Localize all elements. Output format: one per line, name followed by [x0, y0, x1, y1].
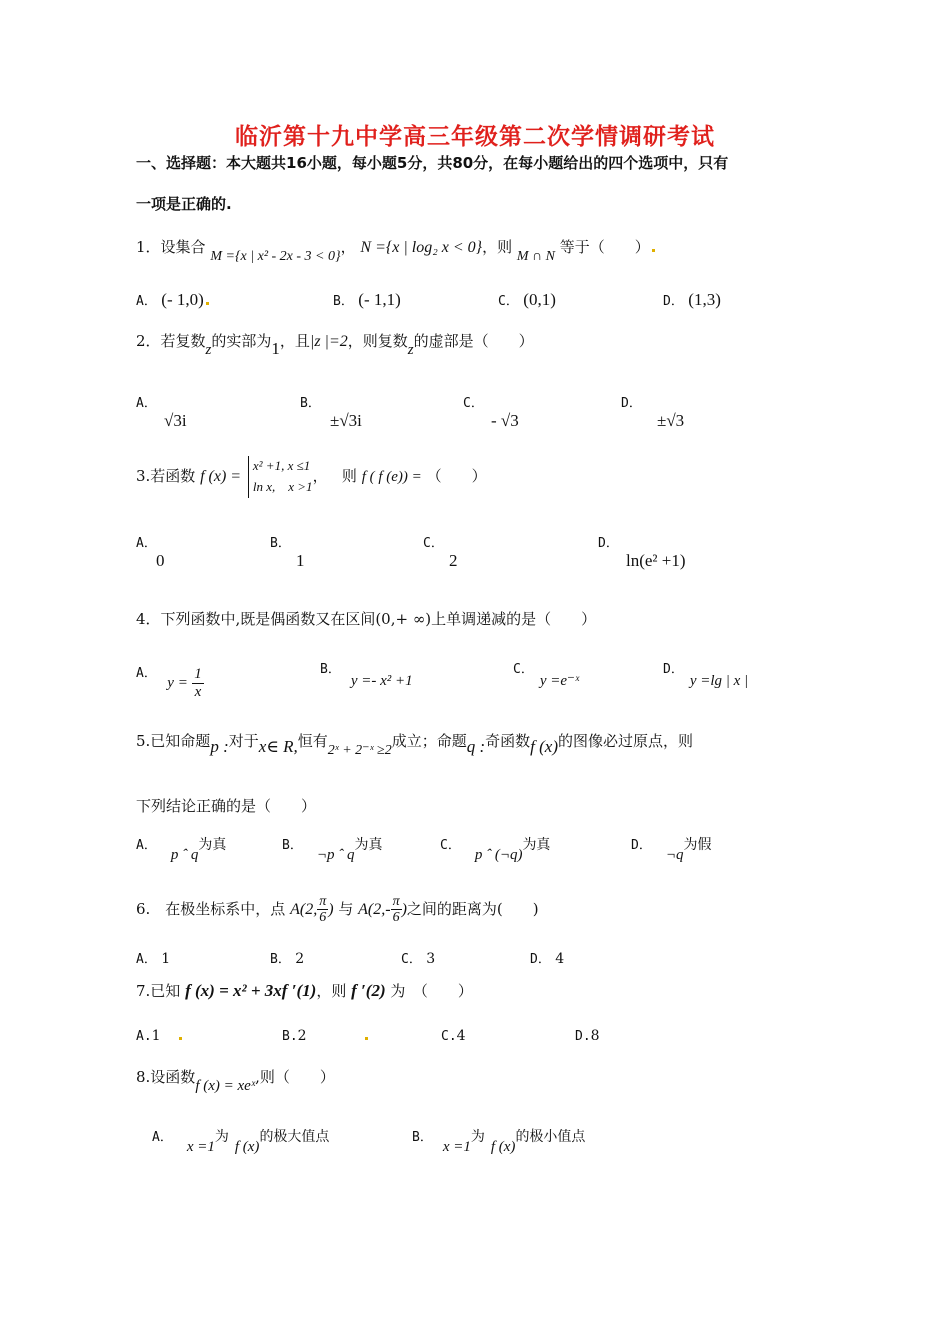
q4-fraction: $\frac{1}{x}$ [194, 666, 202, 700]
q7-expr2: f ′(2) [351, 981, 386, 1000]
question-5-stem [136, 730, 694, 758]
q2-z: z [205, 342, 212, 358]
q5-q: q : [466, 737, 486, 756]
q6-option-d[interactable]: D． 4 [530, 951, 565, 967]
q7-option-d[interactable]: D.8 [575, 1028, 600, 1044]
q3-option-d[interactable]: D． ln(e² +1) [598, 536, 686, 570]
q6-text: 6. 在极坐标系中，点 [136, 899, 286, 918]
q6-frac-a: $\frac{\pi}{6}$ [319, 894, 327, 926]
q7-tail: 为 （ ） [390, 982, 473, 1000]
q3-option-c[interactable]: C． 2 [423, 536, 458, 570]
q5-text-f: 的图像必过原点，则 [558, 732, 694, 750]
q5-option-b[interactable]: B．¬p ˆ q为真 [282, 837, 383, 863]
q6-and: 与 [338, 899, 354, 918]
q5-text: 5.已知命题 [136, 732, 211, 750]
q5-text-c: 恒有 [297, 732, 328, 750]
q3-then: 则 [341, 466, 357, 485]
q2-text-c: ，且 [279, 332, 310, 350]
q3-expr: f ( f (e)) = [361, 468, 422, 485]
q4-option-d[interactable]: D．y =lg | x | [663, 662, 749, 689]
q5-ineq: 2ˣ + 2⁻ˣ ≥2 [327, 743, 392, 758]
question-4-stem: 4．下列函数中,既是偶函数又在区间(0,+ ∞)上单调递减的是（ ） [136, 610, 597, 628]
q3-comma: ， [312, 466, 328, 485]
q7-then: ，则 [316, 982, 347, 1000]
q2-z2: z [407, 342, 414, 358]
q3-case1: x² +1, x ≤1 [252, 458, 311, 473]
q3-option-b[interactable]: B． 1 [270, 536, 305, 570]
q7-expr: f (x) = x² + 3xf ′(1) [185, 981, 317, 1000]
q1-set-m: M ={x | x² - 2x - 3 < 0} [210, 249, 341, 264]
q3-tail: （ ） [426, 466, 487, 485]
q2-option-d[interactable]: D． ±√3 [621, 396, 685, 430]
q1-option-d[interactable]: D． (1,3) [663, 290, 721, 309]
q1-then: ，则 [482, 238, 513, 256]
q1-expr: M ∩ N [516, 249, 555, 264]
marker-dot [179, 1037, 182, 1040]
section-instructions-line1: 一、选择题：本大题共16小题，每小题5分，共80分，在每小题给出的四个选项中，只有 [136, 154, 729, 172]
q2-option-b[interactable]: B． ±√3i [300, 396, 362, 430]
q3-case2: ln x, x >1 [252, 478, 313, 494]
q5-text-e: 奇函数 [485, 732, 531, 750]
q7-option-b[interactable]: B.2 [282, 1028, 368, 1044]
q5-text-b: 对于 [228, 732, 259, 750]
question-1-stem [136, 236, 655, 264]
q5-p: p : [210, 737, 229, 756]
q1-option-b[interactable]: B． (- 1,1) [333, 290, 401, 309]
question-3-stem [136, 456, 487, 498]
q5-text-d: 成立；命题 [391, 732, 467, 750]
q6-tail: 之间的距离为( ) [406, 899, 539, 918]
q2-option-a[interactable]: A． √3i [136, 396, 187, 430]
q2-option-c[interactable]: C． - √3 [463, 396, 519, 430]
question-7-stem [136, 980, 473, 1001]
q8-option-a[interactable]: A．x =1为f (x)的极大值点 [152, 1129, 330, 1155]
q3-fx: f (x) = [200, 467, 242, 485]
question-6-stem: 6. 在极坐标系中，点 A(2, $\frac{\pi}{6}$ ) 与 A(2,- $\frac{\pi}{6}$ )之间的距离为( ) [136, 894, 539, 926]
q1-option-c[interactable]: C． (0,1) [498, 290, 556, 309]
q2-text-e: 的虚部是（ ） [413, 332, 534, 350]
question-2-stem [136, 330, 534, 358]
q4-option-a[interactable]: A． y = $\frac{1}{x}$ [136, 666, 202, 700]
q3-option-a[interactable]: A． 0 [136, 536, 165, 570]
question-5-stem-line2: 下列结论正确的是（ ） [136, 797, 317, 815]
q6-point-b: A(2,- [358, 900, 391, 918]
q6-option-b[interactable]: B． 2 [270, 951, 305, 967]
question-8-stem [136, 1066, 335, 1094]
q1-tail: 等于（ ） [559, 238, 650, 256]
q2-abs: |z |=2 [309, 333, 348, 350]
q7-option-c[interactable]: C.4 [441, 1028, 466, 1044]
q3-text: 3.若函数 [136, 466, 196, 485]
marker-dot [365, 1037, 368, 1040]
q6-option-a[interactable]: A． 1 [136, 951, 171, 967]
q2-text-b: 的实部为 [211, 332, 272, 350]
q2-text-d: ，则复数 [347, 332, 408, 350]
q5-option-d[interactable]: D．¬q为假 [631, 837, 712, 863]
q5-fx: f (x) [530, 737, 559, 756]
q6-frac-b: $\frac{\pi}{6}$ [392, 894, 400, 926]
q1-text: 1．设集合 [136, 238, 206, 256]
q8-expr: f (x) = xeˣ [195, 1078, 256, 1094]
q1-comma: ， [340, 238, 356, 256]
q6-option-c[interactable]: C． 3 [401, 951, 436, 967]
q5-option-c[interactable]: C．p ˆ (¬q)为真 [440, 837, 551, 863]
q4-option-b[interactable]: B．y =- x² +1 [320, 662, 413, 689]
q4-option-c[interactable]: C．y =e⁻ˣ [513, 662, 580, 689]
q2-one: 1 [271, 339, 280, 358]
q8-option-b[interactable]: B．x =1为f (x)的极小值点 [412, 1129, 586, 1155]
q1-option-a[interactable]: A． (- 1,0) [136, 290, 209, 310]
marker-dot [652, 249, 655, 252]
section-instructions-line2: 一项是正确的. [136, 195, 232, 213]
q8-text: 8.设函数 [136, 1068, 196, 1086]
page-title: 临沂第十九中学高三年级第二次学情调研考试 [235, 124, 715, 150]
q2-text: 2．若复数 [136, 332, 206, 350]
q8-tail: ,则（ ） [255, 1068, 335, 1086]
marker-dot [206, 302, 209, 305]
q1-set-n: N ={x | log₂ x < 0} [360, 239, 483, 256]
q7-option-a[interactable]: A.1 [136, 1028, 182, 1044]
q5-option-a[interactable]: A．p ˆ q为真 [136, 837, 227, 863]
q7-text: 7.已知 [136, 982, 181, 1000]
q5-domain: x∈ R, [258, 737, 298, 756]
q3-piecewise [248, 456, 313, 498]
q6-point-a: A(2, [290, 900, 318, 918]
